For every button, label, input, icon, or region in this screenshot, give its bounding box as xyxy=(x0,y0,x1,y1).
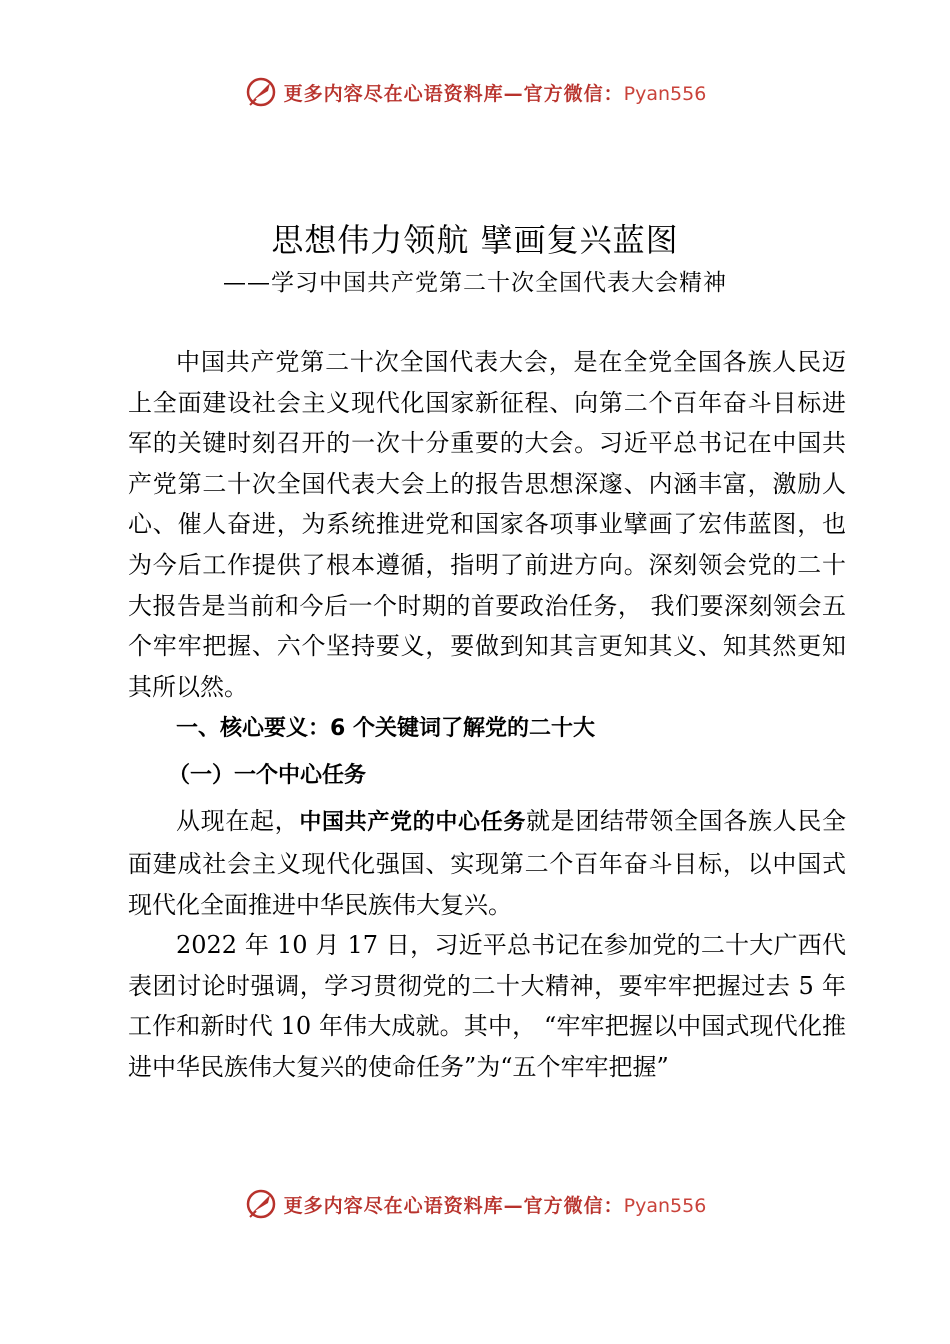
footer-watermark xyxy=(0,1184,950,1224)
document-title: 思想伟力领航 擘画复兴蓝图 xyxy=(271,221,679,259)
header-watermark xyxy=(0,72,950,112)
watermark-text: 更多内容尽在心语资料库—官方微信：Pyan556 xyxy=(283,1194,707,1217)
document-subtitle: ——学习中国共产党第二十次全国代表大会精神 xyxy=(223,270,727,296)
watermark-text: 更多内容尽在心语资料库—官方微信：Pyan556 xyxy=(283,82,707,105)
section-heading: 一、核心要义：6 个关键词了解党的二十大 xyxy=(176,716,595,742)
paragraph-rest: 就是团结带领全国各族人民全面建成社会主义现代化强国、实现第二个百年奋斗目标，以中国式现代化全面推进中华民族伟大复兴。 xyxy=(128,807,847,919)
subsection-heading: （一）一个中心任务 xyxy=(168,763,367,789)
document-body xyxy=(128,342,846,1088)
date-paragraph: 2022 年 10 月 17 日，习近平总书记在参加党的二十大广西代表团讨论时强调，学习贯彻党的二十大精神，要牢牢把握过去 5 年工作和新时代 10 年伟大成就。其中， “牢牢把握以中国式现代化推进中华民族伟大复兴的使命任务”为“五个牢牢把握” xyxy=(128,931,846,1081)
paragraph-lead: 从现在起， xyxy=(176,807,300,836)
quill-logo-icon xyxy=(244,75,278,109)
intro-paragraph: 中国共产党第二十次全国代表大会，是在全党全国各族人民迈上全面建设社会主义现代化国家新征程、向第二个百年奋斗目标进军的关键时刻召开的一次十分重要的大会。习近平总书记在中国共产党第二十次全国代表大会上的报告思想深邃、内涵丰富，激励人心、催人奋进，为系统推进党和国家各项事业擘画了宏伟蓝图，也为今后工作提供了根本遵循，指明了前进方向。深刻领会党的二十大报告是当前和今后一个时期的首要政治任务， 我们要深刻领会五个牢牢把握、六个坚持要义，要做到知其言更知其义、知其然更知其所以然。 xyxy=(128,348,846,701)
quill-logo-icon xyxy=(244,1187,278,1221)
emphasis-text: 中国共产党的中心任务 xyxy=(299,810,527,836)
central-task-paragraph xyxy=(128,801,846,925)
